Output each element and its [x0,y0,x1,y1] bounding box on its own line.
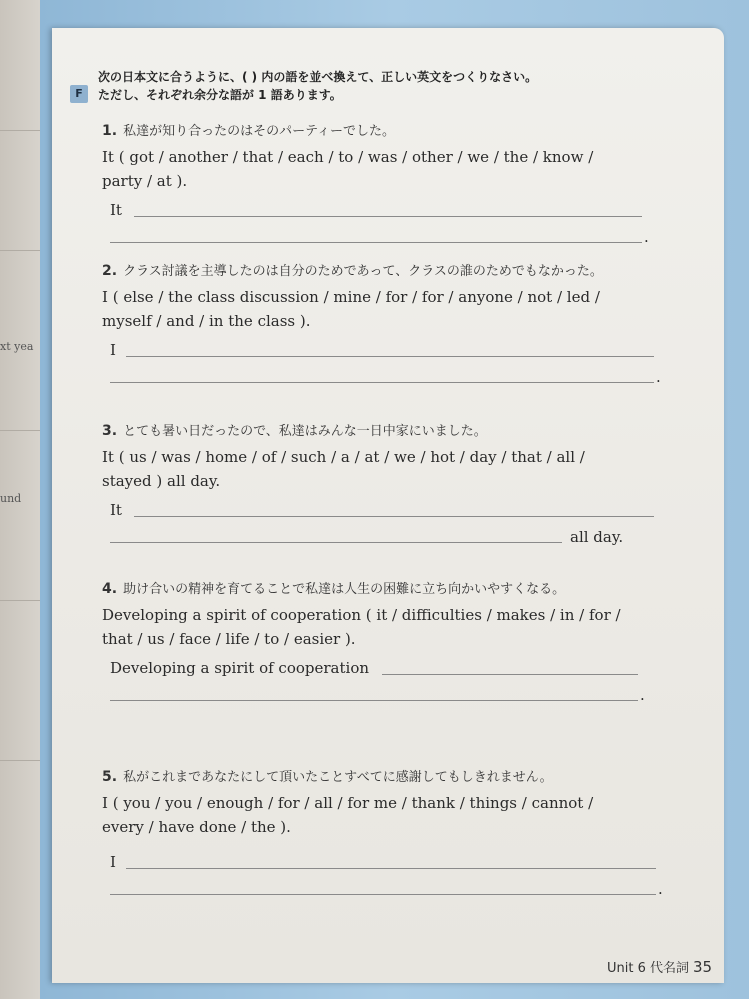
answer-rule [110,382,654,383]
japanese-sentence: クラス討議を主導したのは自分のためであって、クラスの誰のためでもなかった。 [123,264,603,279]
question-number: 3. [102,423,118,439]
word-options-line: stayed ) all day. [102,472,221,490]
unit-label: Unit 6 代名詞 [607,961,689,976]
answer-rule [110,242,642,243]
question-number: 5. [102,769,118,785]
question-number: 4. [102,581,118,597]
question-japanese [102,120,662,139]
answer-line-2[interactable] [102,523,662,549]
word-options-line: Developing a spirit of cooperation ( it / difficulties / makes / in / for / [102,606,621,624]
answer-line-2[interactable] [102,875,662,901]
word-options [102,285,662,333]
answer-end: . [658,880,663,898]
answer-line-1[interactable] [102,497,662,523]
japanese-sentence: 私達が知り合ったのはそのパーティーでした。 [123,124,396,139]
answer-rule [134,216,642,217]
answer-lead: I [110,341,116,359]
answer-rule [134,516,654,517]
background-text-fragment: und [0,492,22,505]
section-badge: F [70,85,88,103]
page-footer [607,957,712,976]
word-options-line: I ( you / you / enough / for / all / for me / thank / things / cannot / [102,794,594,812]
word-options-line: myself / and / in the class ). [102,312,311,330]
word-options-line: It ( us / was / home / of / such / a / at / we / hot / day / that / all / [102,448,585,466]
question-number: 1. [102,123,118,139]
japanese-sentence: 私がこれまであなたにして頂いたことすべてに感謝してもしきれません。 [123,770,553,785]
answer-line-1[interactable] [102,655,662,681]
answer-rule [126,868,656,869]
question-number: 2. [102,263,118,279]
question-4 [102,578,662,707]
answer-end: . [656,368,661,386]
word-options-line: that / us / face / life / to / easier ). [102,630,356,648]
answer-end: . [640,686,645,704]
background-text-fragment: xt yea [0,340,34,353]
word-options [102,791,662,839]
answer-line-1[interactable] [102,337,662,363]
answer-lead: Developing a spirit of cooperation [110,659,370,677]
question-japanese [102,766,662,785]
japanese-sentence: とても暑い日だったので、私達はみんな一日中家にいました。 [123,424,487,439]
answer-line-2[interactable] [102,363,662,389]
question-japanese [102,420,662,439]
answer-line-2[interactable] [102,681,662,707]
answer-line-1[interactable] [102,197,662,223]
word-options-line: I ( else / the class discussion / mine / for / for / anyone / not / led / [102,288,600,306]
answer-rule [110,894,656,895]
word-options-line: It ( got / another / that / each / to / was / other / we / the / know / [102,148,594,166]
instruction-line: ただし、それぞれ余分な語が 1 語あります。 [98,88,342,102]
answer-rule [110,700,638,701]
question-3 [102,420,662,549]
japanese-sentence: 助け合いの精神を育てることで私達は人生の困難に立ち向かいやすくなる。 [123,582,566,597]
word-options-line: party / at ). [102,172,188,190]
word-options [102,603,662,651]
worksheet-page [52,28,724,983]
answer-rule [110,542,562,543]
word-options-line: every / have done / the ). [102,818,291,836]
question-5 [102,766,662,901]
question-japanese [102,578,662,597]
question-1 [102,120,662,249]
question-2 [102,260,662,389]
answer-lead: It [110,501,122,519]
answer-line-2[interactable] [102,223,662,249]
question-japanese [102,260,662,279]
page-number: 35 [693,958,713,976]
answer-end: all day. [570,528,624,546]
answer-rule [382,674,638,675]
word-options [102,445,662,493]
answer-end: . [644,228,649,246]
answer-rule [126,356,654,357]
instruction-line: 次の日本文に合うように、( ) 内の語を並べ換えて、正しい英文をつくりなさい。 [98,70,538,84]
answer-lead: I [110,853,116,871]
answer-lead: It [110,201,122,219]
answer-line-1[interactable] [102,849,662,875]
word-options [102,145,662,193]
